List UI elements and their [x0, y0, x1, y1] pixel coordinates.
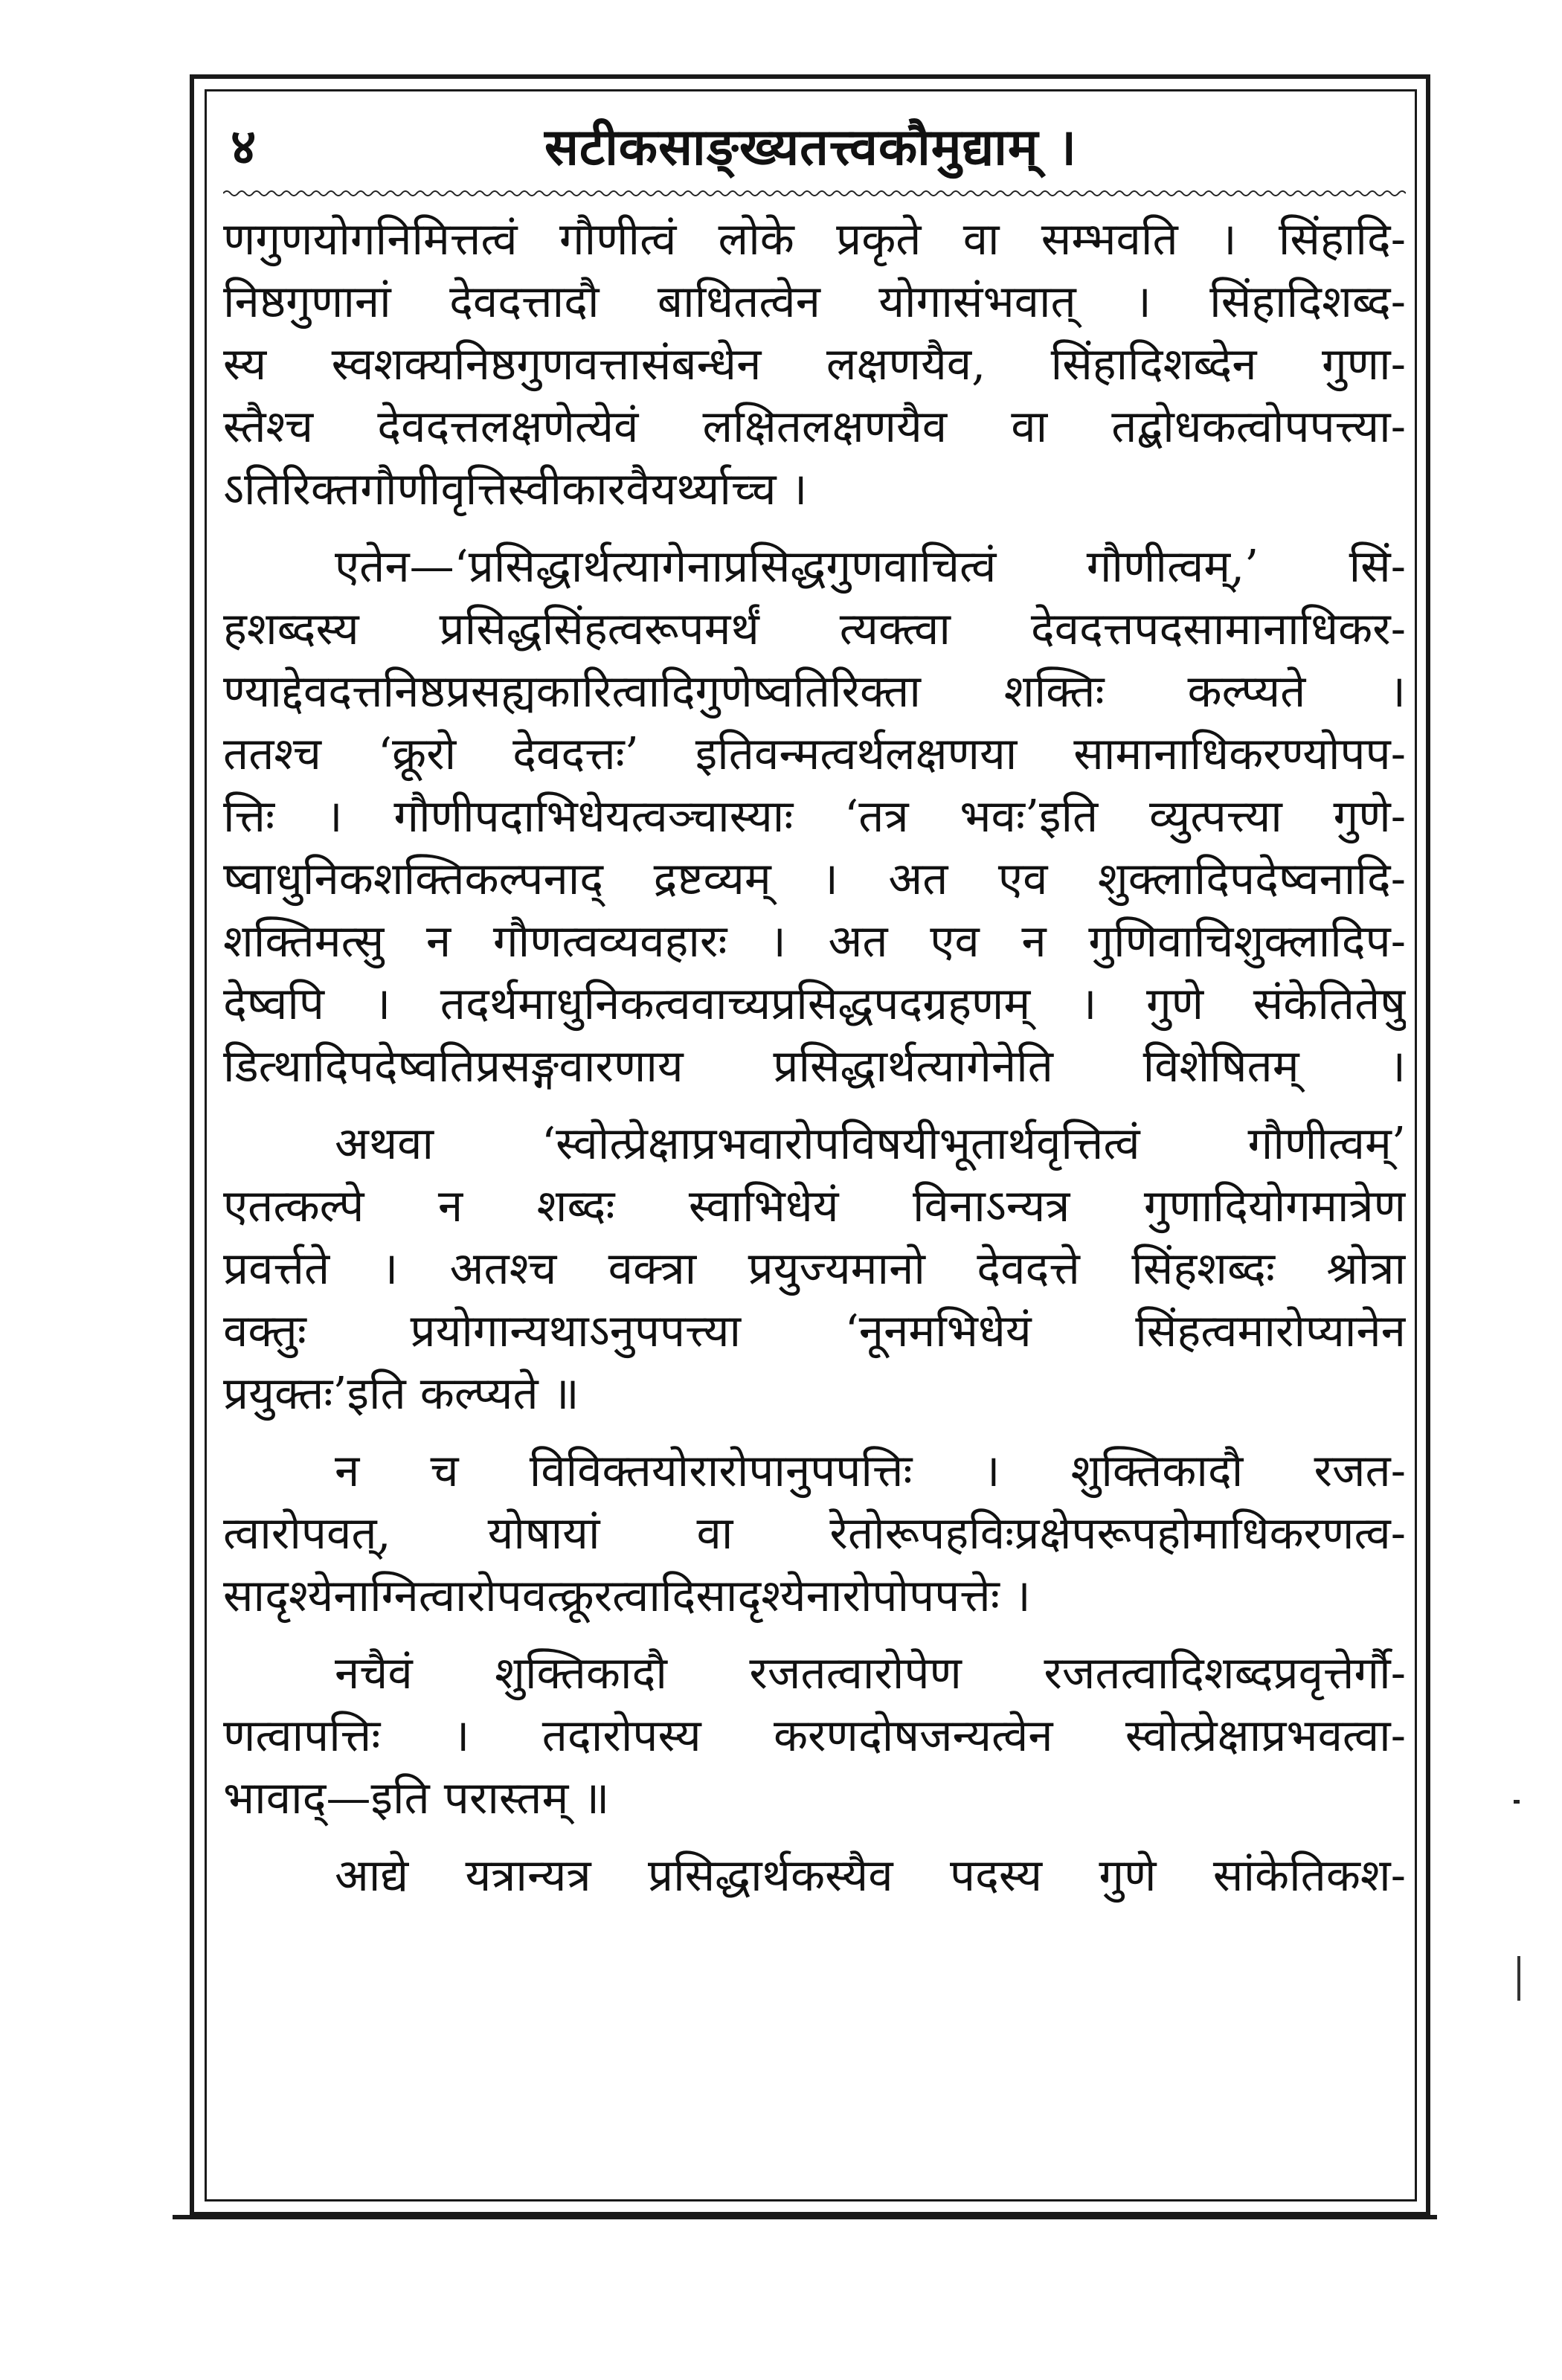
text-line: हशब्दस्य प्रसिद्धसिंहत्वरूपमर्थं त्यक्त्वा देवदत्तपदसामानाधिकर-	[223, 603, 1406, 655]
text-line: अथवा ‘स्वोत्प्रेक्षाप्रभवारोपविषयीभूतार्थवृत्तित्वं गौणीत्वम्’	[335, 1118, 1406, 1170]
bottom-rule	[173, 2215, 1437, 2219]
text-line: त्तिः । गौणीपदाभिधेयत्वञ्चास्याः ‘तत्र भवः’इति व्युत्पत्त्या गुणे-	[223, 791, 1406, 843]
paragraph-gap	[223, 1425, 1406, 1440]
text-line: नचैवं शुक्तिकादौ रजतत्वारोपेण रजतत्वादिशब्दप्रवृत्तेर्गौ-	[335, 1647, 1406, 1699]
paragraph-gap	[223, 521, 1406, 536]
text-line: स्य स्वशक्यनिष्ठगुणवत्तासंबन्धेन लक्षणयैव, सिंहादिशब्देन गुणा-	[223, 338, 1406, 390]
text-line: शक्तिमत्सु न गौणत्वव्यवहारः । अत एव न गुणिवाचिशुक्लादिप-	[223, 916, 1406, 968]
text-line: भावाद्—इति परास्तम् ॥	[223, 1772, 610, 1824]
text-line: ऽतिरिक्तगौणीवृत्तिस्वीकारवैयर्थ्याच्च ।	[223, 463, 808, 515]
text-line: एतेन—‘प्रसिद्धार्थत्यागेनाप्रसिद्धगुणवाचित्वं गौणीत्वम्,’ सिं-	[335, 541, 1406, 593]
text-line: ततश्च ‘क्रूरो देवदत्तः’ इतिवन्मत्वर्थलक्षणया सामानाधिकरण्योपप-	[223, 728, 1406, 780]
paragraph-gap	[223, 1098, 1406, 1113]
text-line: ण्याद्देवदत्तनिष्ठप्रसह्यकारित्वादिगुणेष्वतिरिक्ता शक्तिः कल्प्यते ।	[223, 666, 1406, 718]
text-line: देष्वपि । तदर्थमाधुनिकत्ववाच्यप्रसिद्धपदग्रहणम् । गुणे संकेतितेषु	[223, 978, 1406, 1030]
text-line: प्रयुक्तः’इति कल्प्यते ॥	[223, 1368, 579, 1420]
text-line: ष्वाधुनिकशक्तिकल्पनाद् द्रष्टव्यम् । अत एव शुक्लादिपदेष्वनादि-	[223, 853, 1406, 905]
text-line: स्तैश्च देवदत्तलक्षणेत्येवं लक्षितलक्षणयैव वा तद्बोधकत्वोपपत्त्या-	[223, 401, 1406, 453]
text-line: वक्तुः प्रयोगान्यथाऽनुपपत्त्या ‘नूनमभिधेयं सिंहत्वमारोप्यानेन	[223, 1305, 1406, 1357]
text-line: णत्वापत्तिः । तदारोपस्य करणदोषजन्यत्वेन स्वोत्प्रेक्षाप्रभवत्वा-	[223, 1710, 1406, 1762]
page-header	[216, 104, 1406, 186]
text-line: सादृश्येनाग्नित्वारोपवत्क्रूरत्वादिसादृश्येनारोपोपपत्तेः ।	[223, 1570, 1031, 1622]
text-line: डित्थादिपदेष्वतिप्रसङ्गवारणाय प्रसिद्धार्थत्यागेनेति विशेषितम् ।	[223, 1041, 1406, 1093]
text-line: त्वारोपवत्, योषायां वा रेतोरूपहविःप्रक्षेपरूपहोमाधिकरणत्व-	[223, 1508, 1406, 1560]
paragraph-gap	[223, 1627, 1406, 1642]
text-line: निष्ठगुणानां देवदत्तादौ बाधितत्वेन योगासंभवात् । सिंहादिशब्द-	[223, 276, 1406, 328]
paragraph-gap	[223, 1830, 1406, 1844]
running-title: सटीकसाङ्ख्यतत्त्वकौमुद्याम् ।	[544, 118, 1078, 177]
body-text	[223, 208, 1406, 1907]
text-line: प्रवर्त्तते । अतश्च वक्त्रा प्रयुज्यमानो देवदत्ते सिंहशब्दः श्रोत्रा	[223, 1243, 1406, 1295]
text-line: णगुणयोगनिमित्तत्वं गौणीत्वं लोके प्रकृते वा सम्भवति । सिंहादि-	[223, 213, 1406, 266]
scan-mark	[1514, 1800, 1520, 1804]
text-line: आद्ये यत्रान्यत्र प्रसिद्धार्थकस्यैव पदस्य गुणे सांकेतिकश-	[335, 1850, 1406, 1902]
page-number: ४	[231, 118, 257, 176]
text-line: एतत्कल्पे न शब्दः स्वाभिधेयं विनाऽन्यत्र गुणादियोगमात्रेण	[223, 1180, 1406, 1232]
scan-mark	[1517, 1956, 1520, 2001]
header-wavy-rule	[223, 187, 1406, 199]
text-line: न च विविक्तयोरारोपानुपपत्तिः । शुक्तिकादौ रजत-	[335, 1445, 1406, 1497]
